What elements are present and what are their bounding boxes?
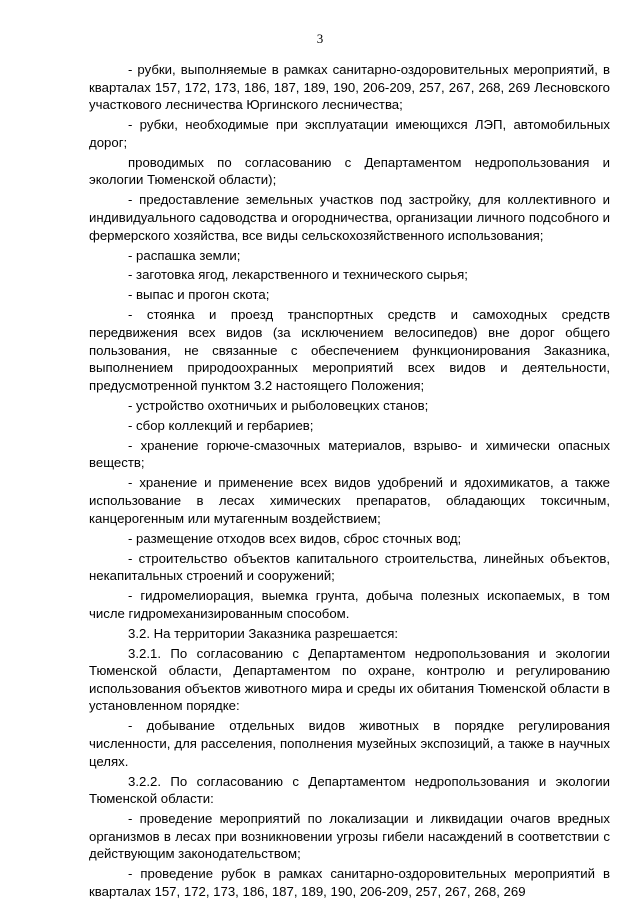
section-heading-3-2: 3.2. На территории Заказника разрешается: <box>128 625 399 641</box>
paragraph-8: - стоянка и проезд транспортных средств и самоходных средств передвижения всех видов (за исключением велосипедов) вне дорог общего пользования, не связанные с обеспечением функционирования Заказника, выполнением природоохранных мероприятий всех видов и деятельности, предусмотренной пунктом 3.2 настоящего Положения; <box>89 307 610 393</box>
paragraph-1: - рубки, выполняемые в рамках санитарно-оздоровительных мероприятий, в кварталах 157, 172, 173, 186, 187, 189, 190, 206-209, 257, 267, 268, 269 Лесновского участкового лесничества Юргинского лесничества; <box>89 62 610 113</box>
paragraph-15: - гидромелиорация, выемка грунта, добыча полезных ископаемых, в том числе гидромеханизированным способом. <box>89 588 610 621</box>
paragraph-7: - выпас и прогон скота; <box>128 287 270 303</box>
paragraph-10: - сбор коллекций и гербариев; <box>128 417 314 433</box>
paragraph-11: - хранение горюче-смазочных материалов, взрыво- и химически опасных веществ; <box>89 437 610 471</box>
paragraph-20: - проведение мероприятий по локализации и ликвидации очагов вредных организмов в лесах при возникновении угрозы гибели насаждений в соответствии с действующим законодательством; <box>89 811 610 862</box>
paragraph-13: - размещение отходов всех видов, сброс сточных вод; <box>128 530 462 546</box>
paragraph-18: - добывание отдельных видов животных в порядке регулирования численности, для расселения, пополнения музейных экспозиций, а также в научных целях. <box>89 718 610 769</box>
paragraph-12: - хранение и применение всех видов удобрений и ядохимикатов, а также использование в лесах химических препаратов, обладающих токсичным, канцерогенным или мутагенным воздействием; <box>89 475 610 526</box>
page-number: 3 <box>316 31 324 46</box>
paragraph-14: - строительство объектов капитального строительства, линейных объектов, некапитальных строений и сооружений; <box>89 550 610 584</box>
paragraph-2: - рубки, необходимые при эксплуатации имеющихся ЛЭП, автомобильных дорог; <box>89 117 610 150</box>
paragraph-5: - распашка земли; <box>128 247 241 263</box>
paragraph-6: - заготовка ягод, лекарственного и технического сырья; <box>128 267 468 283</box>
paragraph-9: - устройство охотничьих и рыболовецких станов; <box>128 397 429 413</box>
paragraph-3: проводимых по согласованию с Департаментом недропользования и экологии Тюменской области); <box>89 154 610 188</box>
paragraph-3-2-1: 3.2.1. По согласованию с Департаментом недропользования и экологии Тюменской области, Департаментом по охране, контролю и регулированию использования объектов животного мира и среды их обитания Тюменской области в установленном порядке: <box>89 645 610 714</box>
paragraph-3-2-2: 3.2.2. По согласованию с Департаментом недропользования и экологии Тюменской области: <box>89 773 610 807</box>
document-body <box>89 61 610 903</box>
paragraph-4: - предоставление земельных участков под застройку, для коллективного и индивидуального садоводства и огородничества, организации личного подсобного и фермерского хозяйства, все виды сельскохозяйственного использования; <box>89 192 610 243</box>
paragraph-21: - проведение рубок в рамках санитарно-оздоровительных мероприятий в кварталах 157, 172, 173, 186, 187, 189, 190, 206-209, 257, 267, 268, 269 <box>89 866 610 899</box>
